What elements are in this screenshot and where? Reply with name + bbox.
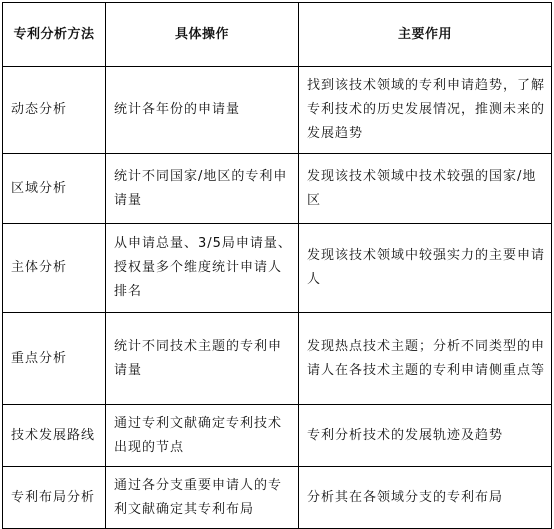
cell-effect: 分析其在各领域分支的专利布局 (299, 467, 552, 529)
cell-operation: 统计不同国家/地区的专利申请量 (106, 154, 299, 224)
header-operation: 具体操作 (106, 3, 299, 67)
cell-method: 动态分析 (3, 67, 106, 154)
cell-operation: 通过各分支重要申请人的专利文献确定其专利布局 (106, 467, 299, 529)
cell-method: 技术发展路线 (3, 405, 106, 467)
cell-operation: 通过专利文献确定专利技术出现的节点 (106, 405, 299, 467)
table-row (3, 313, 552, 405)
cell-effect: 专利分析技术的发展轨迹及趋势 (299, 405, 552, 467)
table-row (3, 224, 552, 313)
header-method: 专利分析方法 (3, 3, 106, 67)
cell-operation: 统计不同技术主题的专利申请量 (106, 313, 299, 405)
table-row (3, 405, 552, 467)
cell-operation: 从申请总量、3/5局申请量、授权量多个维度统计申请人排名 (106, 224, 299, 313)
patent-analysis-table (2, 2, 552, 529)
cell-method: 区域分析 (3, 154, 106, 224)
cell-effect: 发现该技术领域中技术较强的国家/地区 (299, 154, 552, 224)
cell-effect: 发现热点技术主题；分析不同类型的申请人在各技术主题的专利申请侧重点等 (299, 313, 552, 405)
cell-operation: 统计各年份的申请量 (106, 67, 299, 154)
table-row (3, 154, 552, 224)
cell-method: 主体分析 (3, 224, 106, 313)
header-effect: 主要作用 (299, 3, 552, 67)
cell-method: 重点分析 (3, 313, 106, 405)
cell-effect: 发现该技术领域中较强实力的主要申请人 (299, 224, 552, 313)
table-row (3, 67, 552, 154)
table-header-row (3, 3, 552, 67)
table-row (3, 467, 552, 529)
cell-method: 专利布局分析 (3, 467, 106, 529)
cell-effect: 找到该技术领域的专利申请趋势，了解专利技术的历史发展情况，推测未来的发展趋势 (299, 67, 552, 154)
patent-analysis-table-container (2, 2, 551, 520)
